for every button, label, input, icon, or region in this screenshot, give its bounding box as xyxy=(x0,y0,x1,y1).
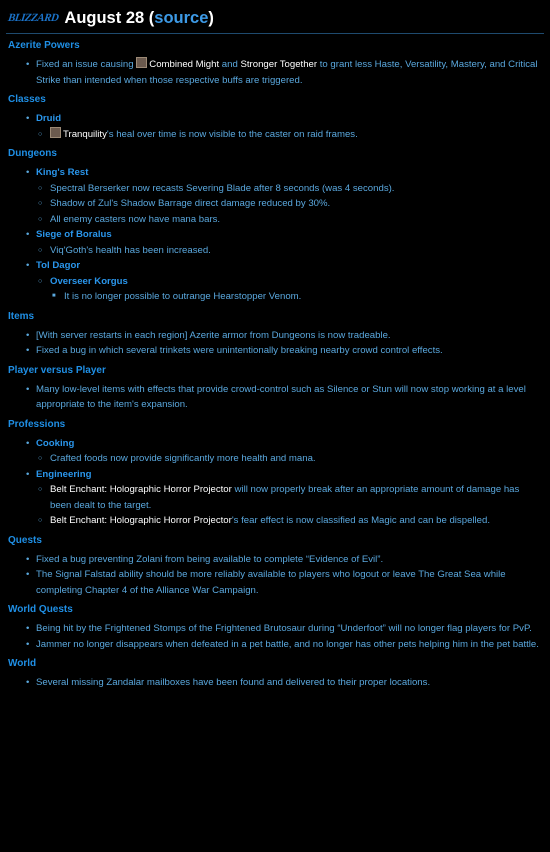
list-item: ○ Belt Enchant: Holographic Horror Projector will now properly break after an appropriate amount of damage has been dealt to the target. xyxy=(8,482,542,513)
list-item: ○ All enemy casters now have mana bars. xyxy=(8,212,542,228)
list-item: ○ Spectral Berserker now recasts Severing Blade after 8 seconds (was 4 seconds). xyxy=(8,181,542,197)
subsection-kings-rest: • King's Rest ○ Spectral Berserker now recasts Severing Blade after 8 seconds (was 4 seconds). ○ Shadow of Zul's Shadow Barrage direct damage reduced by 30%. ○ All enemy casters now have mana bars. xyxy=(8,165,542,227)
list-item: ■ It is no longer possible to outrange Hearstopper Venom. xyxy=(8,289,542,305)
list-item: • Fixed an issue causing Combined Might and Stronger Together to grant less Haste, Versatility, Mastery, and Critical Strike than intended when those respective buffs are triggered. xyxy=(8,57,542,88)
spell-icon xyxy=(50,127,61,138)
list-item: ○ Crafted foods now provide significantly more health and mana. xyxy=(8,451,542,467)
list-item: • The Signal Falstad ability should be more reliably available to players who logout or leave The Great Sea while completing Chapter 4 of the Alliance War Campaign. xyxy=(8,567,542,598)
section-heading-professions: Professions xyxy=(8,418,66,430)
list-item: ○ Viq'Goth's health has been increased. xyxy=(8,243,542,259)
source-link[interactable]: source xyxy=(154,8,209,27)
list-item: • Many low-level items with effects that provide crowd-control such as Silence or Stun will now stop working at a level appropriate to the item's expansion. xyxy=(8,382,542,413)
subsection-cooking: • Cooking ○ Crafted foods now provide significantly more health and mana. xyxy=(8,436,542,467)
header xyxy=(6,0,544,34)
section-heading-dungeons: Dungeons xyxy=(8,148,57,159)
list-item: • Being hit by the Frightened Stomps of the Frightened Brutosaur during “Underfoot” will no longer flag players for PvP. xyxy=(8,621,542,637)
page-title: August 28 (source) xyxy=(64,8,214,27)
section-heading-world-quests: World Quests xyxy=(8,604,73,615)
list-item: ○ Shadow of Zul's Shadow Barrage direct damage reduced by 30%. xyxy=(8,196,542,212)
subsection-engineering: • Engineering ○ Belt Enchant: Holographic Horror Projector will now properly break after an appropriate amount of damage has been dealt to the target. ○ Belt Enchant: Holographic Horror Projector's fear effect is now classified as Magic and can be dispelled. xyxy=(8,467,542,529)
blizzard-logo: BLIZZARD xyxy=(7,12,60,24)
section-heading-pvp: Player versus Player xyxy=(8,364,106,376)
list-item: ○ Belt Enchant: Holographic Horror Projector's fear effect is now classified as Magic and can be dispelled. xyxy=(8,513,542,529)
section-heading-classes: Classes xyxy=(8,94,46,105)
subsection-siege-of-boralus: • Siege of Boralus ○ Viq'Goth's health has been increased. xyxy=(8,227,542,258)
subsection-overseer-korgus: ○ Overseer Korgus ■ It is no longer possible to outrange Hearstopper Venom. xyxy=(8,274,542,305)
list-item: • Several missing Zandalar mailboxes have been found and delivered to their proper locations. xyxy=(8,675,542,691)
section-heading-items: Items xyxy=(8,310,35,322)
list-item: • Fixed a bug preventing Zolani from being available to complete “Evidence of Evil”. xyxy=(8,552,542,568)
subsection-tol-dagor: • Tol Dagor ○ Overseer Korgus ■ It is no longer possible to outrange Hearstopper Venom. xyxy=(8,258,542,305)
list-item: ○ Tranquility's heal over time is now visible to the caster on raid frames. xyxy=(8,127,542,143)
section-heading-quests: Quests xyxy=(8,534,42,546)
section-heading-world: World xyxy=(8,658,37,669)
list-item: • Jammer no longer disappears when defeated in a pet battle, and no longer has other pets helping him in the pet battle. xyxy=(8,637,542,653)
subsection-druid: • Druid ○ Tranquility's heal over time is now visible to the caster on raid frames. xyxy=(8,111,542,142)
list-item: • Fixed a bug in which several trinkets were unintentionally breaking nearby crowd control effects. xyxy=(8,343,542,359)
section-heading-azerite: Azerite Powers xyxy=(8,40,80,51)
list-item: • [With server restarts in each region] Azerite armor from Dungeons is now tradeable. xyxy=(8,328,542,344)
spell-icon xyxy=(136,57,147,68)
